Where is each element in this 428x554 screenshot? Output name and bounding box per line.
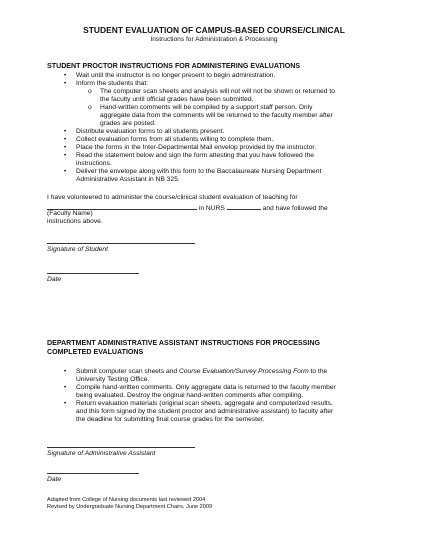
proctor-item-3: Distribute evaluation forms to all students present.: [76, 128, 225, 135]
proctor-subitem-1-cont: the faculty until official grades have been submitted.: [100, 96, 254, 103]
proctor-statement-line1: I have volunteered to administer the course/clinical student evaluation of teaching for: [47, 194, 298, 201]
statement-followed: and have followed the: [262, 205, 328, 212]
admin-item-1-cont: University Testing Office.: [76, 376, 150, 383]
faculty-name-label: (Faculty Name): [47, 210, 93, 217]
proctor-statement-line3: instructions above.: [47, 218, 103, 225]
admin-item-3-cont: and this form signed by the student proctor and administrative assistant) to faculty after: [76, 408, 334, 415]
bullet-marker: •: [64, 80, 67, 87]
proctor-item-6-cont: instructions.: [76, 160, 112, 167]
proctor-item-4: Collect evaluation forms from all students willing to complete them.: [76, 136, 274, 143]
proctor-subitem-2: Hand-written comments will be compiled by a support staff person. Only: [100, 104, 313, 111]
sub-bullet-marker: o: [88, 88, 92, 95]
bullet-marker: •: [64, 128, 67, 135]
admin-item-3-cont2: the deadline for submitting final course grades for the semester.: [76, 416, 265, 423]
student-signature-line[interactable]: [47, 243, 195, 244]
admin-item-1-post: to the: [310, 368, 328, 375]
document-title: STUDENT EVALUATION OF CAMPUS-BASED COURSE/CLINICAL: [83, 25, 345, 35]
bullet-marker: •: [64, 144, 67, 151]
bullet-marker: •: [64, 400, 67, 407]
student-signature-label: Signature of Student: [47, 246, 108, 253]
bullet-marker: •: [64, 384, 67, 391]
proctor-item-2: Inform the students that:: [76, 80, 149, 87]
document-subtitle: Instructions for Administration & Processing: [150, 36, 278, 43]
bullet-marker: •: [64, 136, 67, 143]
admin-date-line[interactable]: [47, 473, 139, 474]
admin-signature-label: Signature of Administrative Assistant: [47, 450, 156, 457]
proctor-item-7-cont: Administrative Assistant in NB 325.: [76, 176, 180, 183]
bullet-marker: •: [64, 168, 67, 175]
proctor-item-5: Place the forms in the Inter-Departmental Mail envelop provided by the instructor.: [76, 144, 317, 151]
bullet-marker: •: [64, 152, 67, 159]
admin-signature-line[interactable]: [47, 447, 195, 448]
student-date-label: Date: [47, 276, 62, 283]
student-date-line[interactable]: [47, 273, 139, 274]
proctor-subitem-2-cont2: grades are posted.: [100, 120, 156, 127]
faculty-name-blank[interactable]: [47, 202, 197, 210]
footer-line1: Adapted from College of Nursing documents last reviewed 2004: [47, 497, 206, 503]
admin-item-2: Compile hand-written comments. Only aggregate data is returned to the faculty member: [76, 384, 336, 391]
proctor-item-6: Read the statement below and sign the form attesting that you have followed the: [76, 152, 314, 159]
sub-bullet-marker: o: [88, 104, 92, 111]
bullet-marker: •: [64, 72, 67, 79]
admin-item-1-form-name: Course Evaluation/Survey Processing Form: [178, 368, 309, 375]
proctor-item-7: Deliver the envelope along with this form to the Baccalaureate Nursing Department: [76, 168, 322, 175]
footer-line2: Revised by Undergraduate Nursing Department Chairs, June 2009: [47, 504, 213, 510]
admin-item-1: [76, 368, 327, 376]
admin-heading-line1: DEPARTMENT ADMINISTRATIVE ASSISTANT INSTRUCTIONS FOR PROCESSING: [47, 339, 320, 347]
admin-item-2-cont: being evaluated. Destroy the original hand-written comments after compiling.: [76, 392, 304, 399]
bullet-marker: •: [64, 368, 67, 375]
proctor-item-1: Wait until the instructor is no longer present to begin administration.: [76, 72, 276, 79]
proctor-heading: STUDENT PROCTOR INSTRUCTIONS FOR ADMINISTERING EVALUATIONS: [47, 62, 301, 70]
admin-heading-line2: COMPLETED EVALUATIONS: [47, 348, 144, 356]
admin-item-3: Return evaluation materials (original scan sheets, aggregate and computerized results,: [76, 400, 333, 407]
proctor-subitem-1: The computer scan sheets and analysis will not will not be shown or returned to: [100, 88, 335, 95]
proctor-subitem-2-cont: aggregate data from the comments will be returned to the faculty member after: [100, 112, 333, 119]
course-number-blank[interactable]: [227, 202, 261, 210]
statement-in-nurs: in NURS: [198, 205, 225, 212]
admin-date-label: Date: [47, 476, 62, 483]
admin-item-1-pre: Submit computer scan sheets and: [76, 368, 178, 375]
